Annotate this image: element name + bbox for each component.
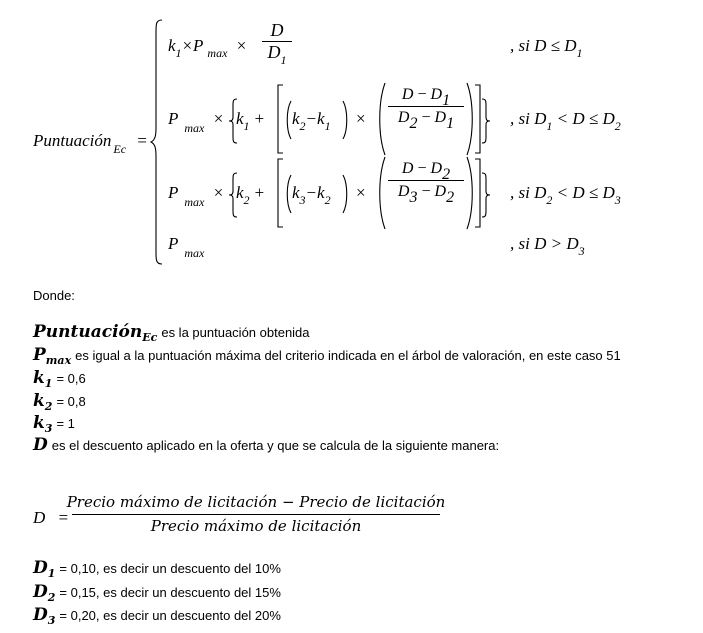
donde-label: Donde: xyxy=(33,288,75,303)
case2-paren-left xyxy=(284,100,292,140)
case1-denominator: $D_1$ xyxy=(267,42,287,67)
formula-lhs xyxy=(33,131,148,156)
case3-k2: $k_2$ + xyxy=(236,183,266,207)
case3-denominator: D3 − D2 xyxy=(397,183,455,206)
case2-times: × xyxy=(356,109,366,128)
case3-kdiff: $k_3-k_2$ xyxy=(292,183,331,207)
case3-condition: , si $D_2 < D \le D_3$ xyxy=(510,183,621,207)
threshold-d2: D 2 = 0,15, es decir un descuento del 15% xyxy=(33,582,281,604)
definition-k3: k 3 = 1 xyxy=(33,413,75,435)
definition-puntuacion: Puntuación Ec es la puntuación obtenida xyxy=(33,322,310,344)
case2-bigparen-left xyxy=(376,82,386,156)
definition-pmax: P max es igual a la puntuación máxima del criterio indicada en el árbol de valoración, en este caso 51 xyxy=(33,345,621,367)
discount-fraction xyxy=(66,493,446,535)
case3-fraction xyxy=(388,160,464,206)
case2-curly-right xyxy=(481,98,491,144)
case3-curly-right xyxy=(481,172,491,218)
case3-paren-left xyxy=(284,174,292,214)
lhs-sub: Ec xyxy=(113,142,127,156)
case4-pmax: P $_{max}$ xyxy=(168,234,205,260)
threshold-d1: D 1 = 0,10, es decir un descuento del 10% xyxy=(33,558,281,580)
discount-denominator: Precio máximo de licitación xyxy=(150,517,362,535)
case3-bigparen-left xyxy=(376,156,386,230)
case3-paren-right xyxy=(342,174,350,214)
definition-k1: k 1 = 0,6 xyxy=(33,368,86,390)
case4-condition: , si $D > D_3$ xyxy=(510,234,585,258)
case2-bracket-left xyxy=(276,84,284,154)
case1-condition: , si $D \le D_1$ xyxy=(510,36,583,60)
left-curly-brace xyxy=(150,18,164,266)
threshold-d3: D 3 = 0,20, es decir un descuento del 20% xyxy=(33,605,281,627)
discount-numerator: Precio máximo de licitación − Precio de licitación xyxy=(66,493,446,511)
definition-d: D es el descuento aplicado en la oferta y que se calcula de la siguiente manera: xyxy=(33,435,500,455)
lhs-main: Puntuación xyxy=(33,131,112,150)
case2-numerator: D − D1 xyxy=(401,86,451,109)
case1-left: $k_1\times P$ $_{max}$ × xyxy=(168,36,248,60)
discount-lhs: D = xyxy=(33,508,70,527)
case2-kdiff: $k_2-k_1$ xyxy=(292,109,331,133)
case3-pmax: P $_{max}$ × xyxy=(168,183,225,209)
case3-times: × xyxy=(356,183,366,202)
case2-paren-right xyxy=(342,100,350,140)
case2-condition: , si $D_1 < D \le D_2$ xyxy=(510,109,621,133)
case2-k1: $k_1$ + xyxy=(236,109,266,133)
definition-k2: k 2 = 0,8 xyxy=(33,391,86,413)
case3-bracket-left xyxy=(276,158,284,228)
lhs-equals: = xyxy=(136,131,148,150)
case2-fraction xyxy=(388,86,464,132)
case1-fraction xyxy=(262,20,292,67)
case2-pmax: P $_{max}$ × xyxy=(168,109,225,135)
case2-denominator: D2 − D1 xyxy=(397,109,455,132)
case1-numerator: D xyxy=(270,20,284,40)
case3-numerator: D − D2 xyxy=(401,160,451,183)
